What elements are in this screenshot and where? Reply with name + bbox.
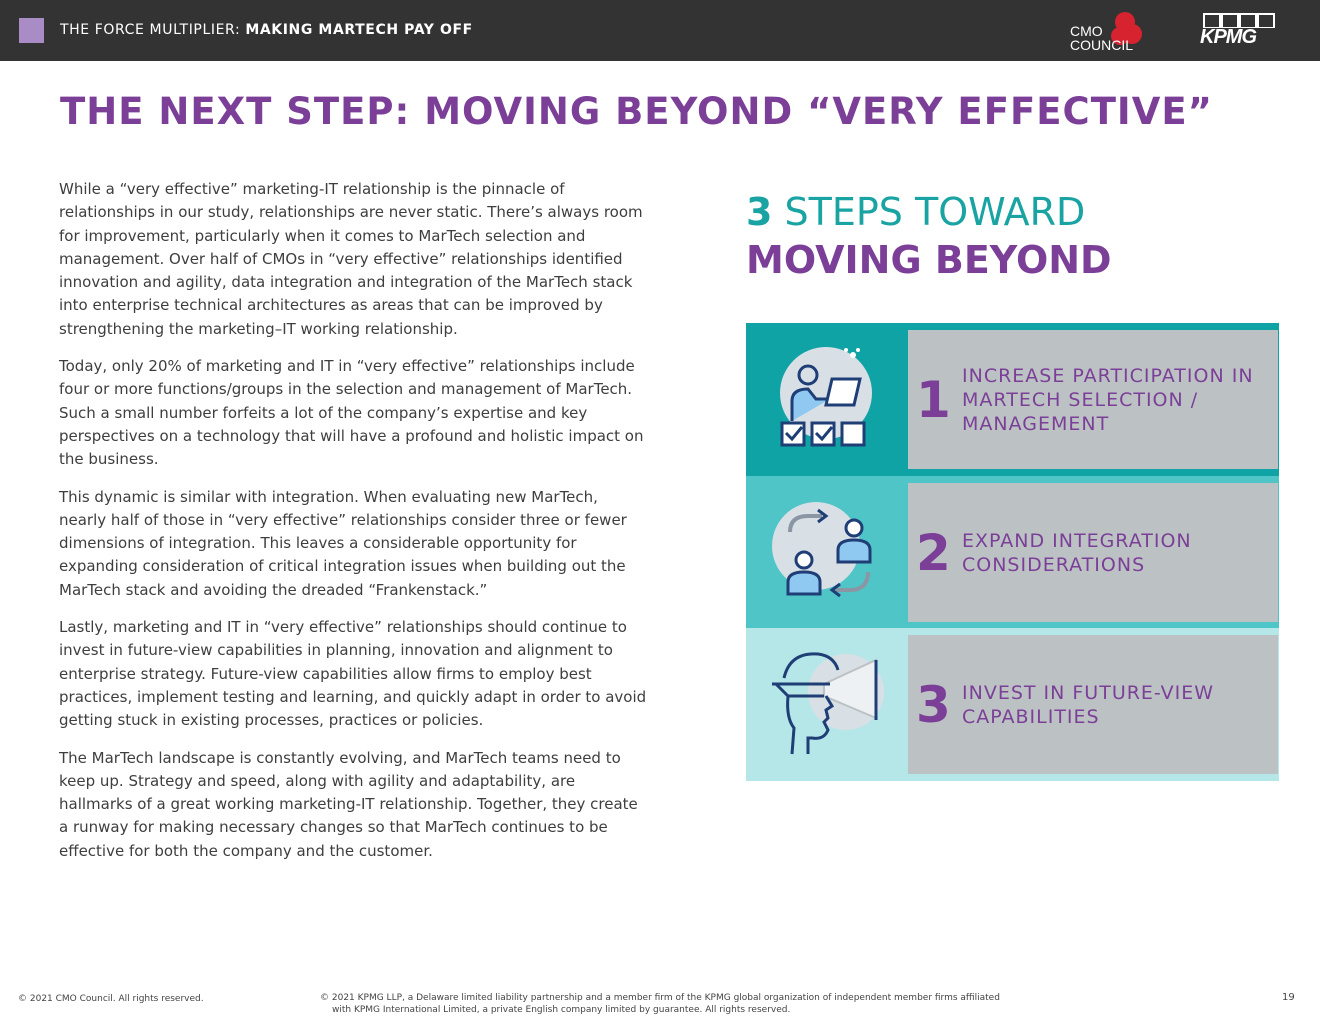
step-text-cell: [908, 635, 1278, 774]
step-text-cell: [908, 483, 1278, 622]
header-title-prefix: THE FORCE MULTIPLIER:: [60, 22, 246, 38]
step-row-1: [746, 323, 1279, 476]
checklist-person-icon: [768, 343, 886, 455]
header-title: [60, 22, 473, 38]
step-row-2: [746, 476, 1279, 628]
page-number: 19: [1282, 992, 1295, 1003]
footer-copyright-cmo: © 2021 CMO Council. All rights reserved.: [18, 994, 204, 1004]
body-text: [59, 178, 649, 877]
page-title: THE NEXT STEP: MOVING BEYOND “VERY EFFECTIVE”: [60, 90, 1213, 133]
kpmg-logo: [1198, 12, 1280, 48]
steps-heading-number: 3: [746, 190, 773, 234]
body-paragraph: While a “very effective” marketing-IT relationship is the pinnacle of relationships in our study, relationships are never static. There’s always room for improvement, particularly when it comes to MarTech selection and management. Over half of CMOs in “very effective” relationships identified innovation and agility, data integration and integration of the MarTech stack into enterprise technical architectures as areas that can be improved by strengthening the marketing–IT working relationship.: [59, 180, 643, 338]
steps-heading-rest: STEPS TOWARD: [772, 190, 1086, 234]
kpmg-logo-text: KPMG: [1200, 26, 1256, 48]
header-accent-square: [19, 18, 44, 43]
step-icon-cell: [746, 323, 908, 476]
step-text-cell: [908, 330, 1278, 469]
steps-heading-line2: MOVING BEYOND: [746, 238, 1112, 282]
step-label: EXPAND INTEGRATION CONSIDERATIONS: [962, 529, 1192, 576]
cmo-logo-line1: CMO: [1070, 23, 1103, 39]
step-icon-cell: [746, 628, 908, 781]
step-number: 3: [916, 675, 951, 734]
exchange-people-icon: [768, 496, 886, 608]
cmo-logo-line2: COUNCIL: [1070, 37, 1134, 53]
header-title-bold: MAKING MARTECH PAY OFF: [245, 22, 473, 38]
steps-heading: [746, 190, 1112, 282]
step-number: 1: [916, 370, 951, 429]
footer-kpmg-line2: with KPMG International Limited, a private English company limited by guarantee. All rights reserved.: [332, 1005, 791, 1015]
vision-head-icon: [768, 648, 886, 760]
steps-box: [746, 323, 1279, 781]
steps-heading-line1: [746, 190, 1112, 234]
footer-kpmg-line1: © 2021 KPMG LLP, a Delaware limited liability partnership and a member firm of the KPMG global organization of independent member firms affiliated: [320, 993, 1000, 1003]
header-bar: [0, 0, 1320, 61]
step-icon-cell: [746, 476, 908, 628]
cmo-logo-text: [1070, 24, 1133, 52]
step-label: INCREASE PARTICIPATION IN MARTECH SELECTION / MANAGEMENT: [962, 364, 1254, 435]
cmo-council-logo: [1070, 8, 1150, 54]
body-paragraph: Lastly, marketing and IT in “very effective” relationships should continue to invest in future-view capabilities in planning, innovation and alignment to enterprise strategy. Future-view capabilities allow firms to employ best practices, implement testing and learning, and quickly adapt in order to avoid getting stuck in existing processes, practices or policies.: [59, 618, 647, 730]
step-number: 2: [916, 523, 951, 582]
footer-copyright-kpmg: [320, 992, 1080, 1016]
step-row-3: [746, 628, 1279, 781]
body-paragraph: Today, only 20% of marketing and IT in “very effective” relationships include four or more functions/groups in the selection and management of MarTech. Such a small number forfeits a lot of the company’s expertise and key perspectives on a technology that will have a profound and holistic impact on the business.: [59, 357, 644, 469]
body-paragraph: This dynamic is similar with integration. When evaluating new MarTech, nearly half of those in “very effective” relationships consider three or fewer dimensions of integration. This leaves a considerable opportunity for expanding consideration of critical integration issues when building out the MarTech stack and avoiding the dreaded “Frankenstack.”: [59, 487, 627, 599]
step-label: INVEST IN FUTURE-VIEW CAPABILITIES: [962, 681, 1215, 728]
body-paragraph: The MarTech landscape is constantly evolving, and MarTech teams need to keep up. Strategy and speed, along with agility and adaptability, are hallmarks of a great working marketing-IT relationship. Together, they create a runway for making necessary changes so that MarTech continues to be effective for both the company and the customer.: [59, 748, 638, 860]
